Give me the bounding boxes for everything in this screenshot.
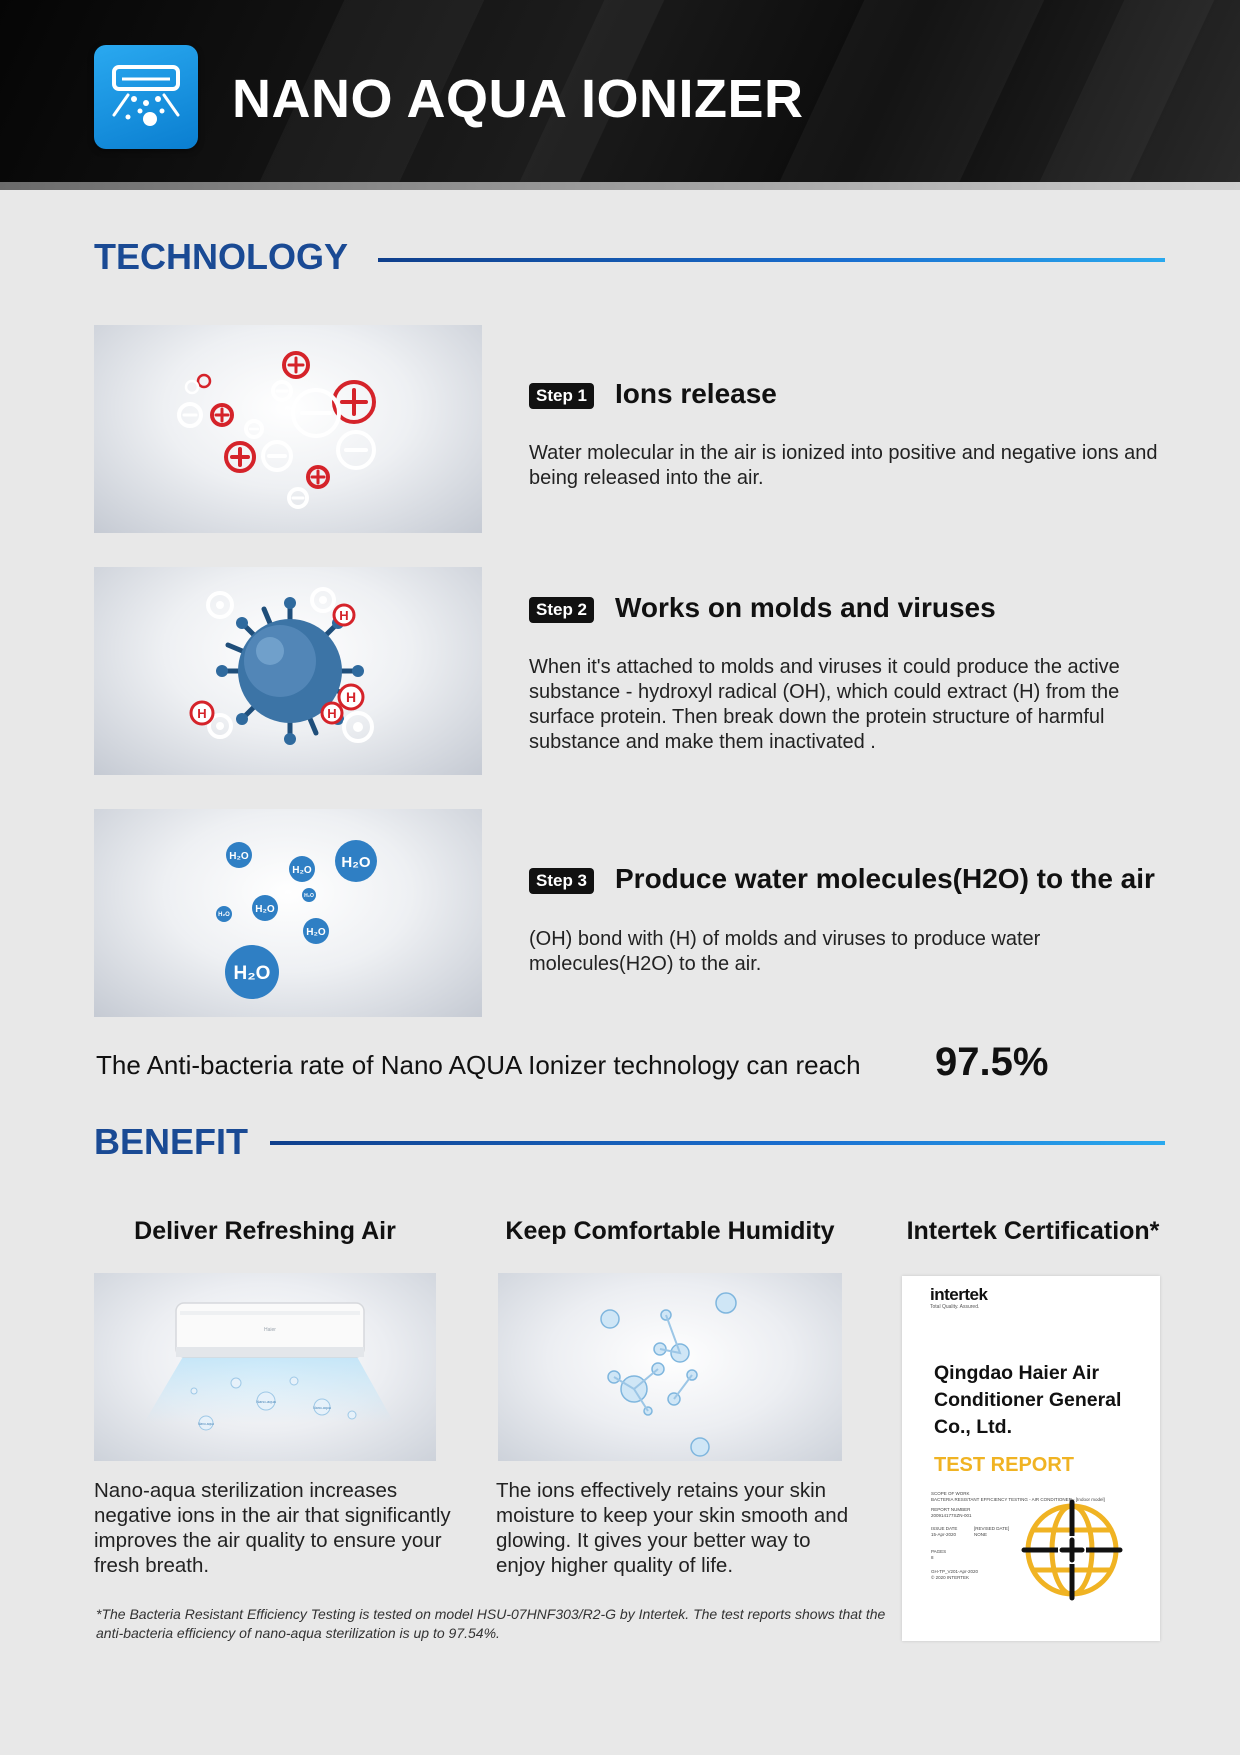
- technology-divider: [378, 258, 1165, 262]
- svg-text:H₂O: H₂O: [218, 912, 230, 918]
- cert-field: [REVISED DATE]: [974, 1526, 1010, 1531]
- svg-text:H: H: [197, 706, 207, 721]
- benefit-2-title: Keep Comfortable Humidity: [505, 1217, 835, 1245]
- page-header: [0, 0, 1240, 190]
- benefit-1-description: Nano-aqua sterilization increases negative ions in the air that significantly improves the air quality to ensure your fresh breath.: [94, 1479, 451, 1577]
- cert-field: 200914177SZN-001: [931, 1513, 972, 1518]
- step-2-title: Works on molds and viruses: [615, 592, 996, 623]
- intertek-certificate: [902, 1276, 1160, 1641]
- footnote: *The Bacteria Resistant Efficiency Testing is tested on model HSU-07HNF303/R2-G by Intertek. The test reports shows that the anti-bacteria efficiency of nano-aqua sterilization is up to 97.54%.: [96, 1606, 886, 1641]
- step-1-title: Ions release: [615, 378, 777, 409]
- air-conditioner-ionizer-icon: [94, 45, 198, 149]
- intertek-logo: intertek: [930, 1285, 988, 1304]
- anti-bacteria-rate: 97.5%: [935, 1040, 1049, 1084]
- benefit-1-title: Deliver Refreshing Air: [134, 1217, 396, 1245]
- anti-bacteria-statement: The Anti-bacteria rate of Nano AQUA Ionizer technology can reach: [96, 1050, 861, 1080]
- step-2-badge: Step 2: [529, 597, 594, 623]
- svg-text:Nano-aqua: Nano-aqua: [256, 1399, 276, 1404]
- svg-text:Nano-aqua: Nano-aqua: [313, 1406, 331, 1410]
- step-3-title: Produce water molecules(H2O) to the air: [615, 863, 1155, 894]
- cert-field: REPORT NUMBER: [931, 1507, 971, 1512]
- step-2-description: When it's attached to molds and viruses it could produce the active substance - hydroxyl radical (OH), which could extract (H) from the surface protein. Then break down the protein structure of harmful substance and make them inactivated .: [529, 656, 1120, 753]
- certificate-report-title: TEST REPORT: [934, 1454, 1075, 1476]
- svg-text:Haier: Haier: [264, 1327, 276, 1333]
- cert-field: 15-Apr-2020: [931, 1532, 957, 1537]
- svg-text:H: H: [339, 608, 349, 623]
- benefit-divider: [270, 1141, 1165, 1145]
- cert-field: GH-TP_V201-Apr-2020: [931, 1569, 979, 1574]
- virus-illustration: [94, 567, 482, 775]
- step-1-description: Water molecular in the air is ionized into positive and negative ions and being released into the air.: [529, 442, 1158, 489]
- cert-field: PAGES: [931, 1549, 947, 1554]
- benefit-heading: BENEFIT: [94, 1121, 249, 1162]
- svg-text:H₂O: H₂O: [341, 854, 371, 871]
- svg-text:H₂O: H₂O: [229, 851, 249, 862]
- intertek-tagline: Total Quality. Assured.: [930, 1304, 980, 1310]
- water-molecule-bubbles-image: [498, 1273, 842, 1461]
- cert-field: ISSUE DATE: [931, 1526, 958, 1531]
- cert-field: BACTERIA RESISTANT EFFICIENCY TESTING - AIR CONDITIONER - [Indoor model]: [931, 1497, 1105, 1502]
- svg-text:H₂O: H₂O: [306, 927, 326, 938]
- svg-text:H: H: [327, 706, 337, 721]
- svg-text:H: H: [345, 689, 357, 705]
- certificate-company: Qingdao Haier Air Conditioner General Co., Ltd.: [934, 1362, 1122, 1438]
- svg-text:H₂O: H₂O: [233, 963, 271, 984]
- step-3-description: (OH) bond with (H) of molds and viruses to produce water molecules(H2O) to the air.: [529, 928, 1041, 975]
- cert-field: SCOPE OF WORK: [931, 1491, 970, 1496]
- cert-field: © 2020 INTERTEK: [931, 1575, 969, 1580]
- cert-field: 8: [931, 1555, 934, 1560]
- benefit-2-description: The ions effectively retains your skin moisture to keep your skin smooth and glowing. It gives your better way to enjoy higher quality of life.: [496, 1479, 849, 1577]
- water-molecules-illustration: [94, 809, 482, 1017]
- technology-heading: TECHNOLOGY: [94, 236, 349, 277]
- step-3-badge: Step 3: [529, 868, 594, 894]
- svg-text:H₂O: H₂O: [304, 893, 314, 899]
- step-1-badge: Step 1: [529, 383, 594, 409]
- air-conditioner-unit-image: [94, 1273, 436, 1461]
- svg-text:Nano-aqua: Nano-aqua: [198, 1422, 214, 1426]
- header-divider: [0, 182, 1240, 190]
- svg-text:H₂O: H₂O: [255, 904, 275, 915]
- benefit-3-title: Intertek Certification*: [906, 1217, 1160, 1245]
- ions-release-illustration: [94, 325, 482, 533]
- page-title: NANO AQUA IONIZER: [232, 69, 804, 129]
- intertek-globe-seal-icon: [1020, 1498, 1124, 1602]
- svg-text:H₂O: H₂O: [292, 865, 312, 876]
- cert-field: NONE: [974, 1532, 988, 1537]
